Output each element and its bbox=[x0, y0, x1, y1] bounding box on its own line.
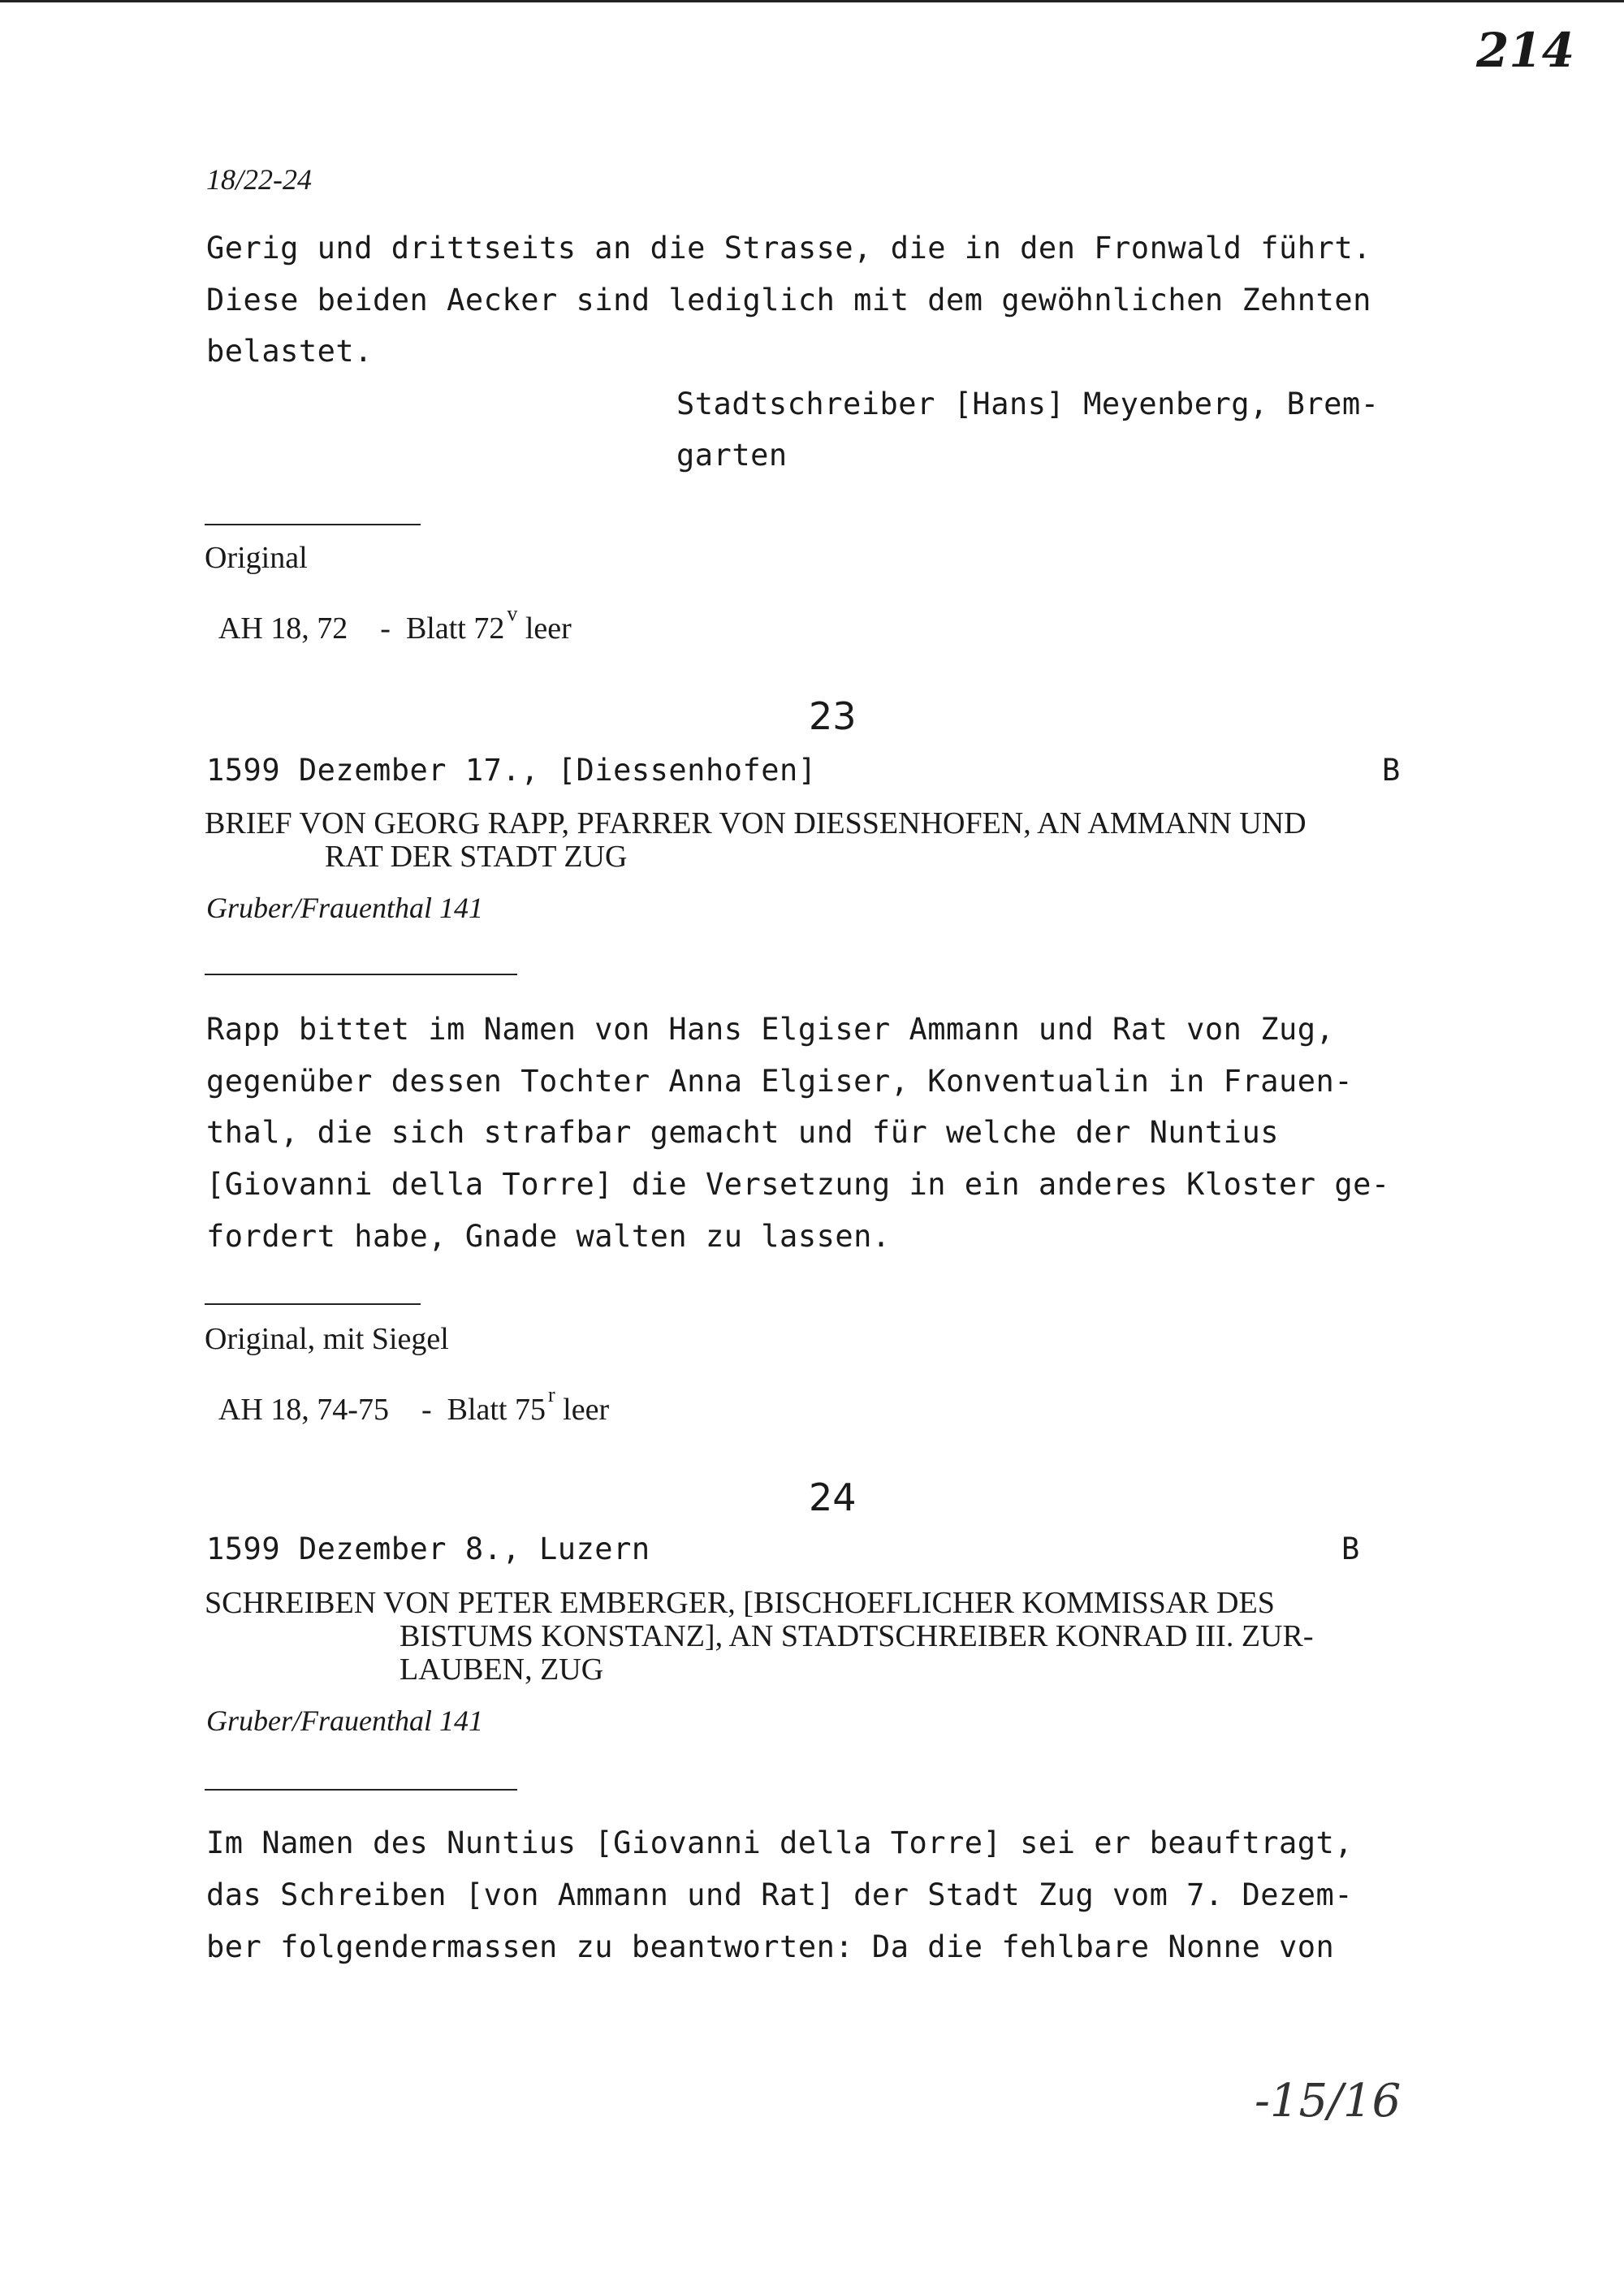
document-range-ref: 18/22-24 bbox=[206, 163, 312, 196]
doc23-citation: Gruber/Frauenthal 141 bbox=[206, 892, 483, 924]
handwritten-page-number: 214 bbox=[1476, 23, 1575, 78]
doc24-summary-line-1: Im Namen des Nuntius [Giovanni della Torre] sei er beauftragt, bbox=[206, 1825, 1354, 1860]
doc23-blatt-label: - Blatt 75 bbox=[421, 1393, 546, 1427]
doc24-citation: Gruber/Frauenthal 141 bbox=[206, 1704, 483, 1737]
source-type: Original bbox=[205, 541, 308, 575]
prev-doc-line-3: belastet. bbox=[206, 334, 373, 369]
doc23-source-ref: AH 18, 74-75 bbox=[218, 1393, 389, 1427]
doc24-number: 24 bbox=[809, 1475, 857, 1519]
prev-doc-line-1: Gerig und drittseits an die Strasse, die in den Fronwald führt. bbox=[206, 231, 1371, 266]
doc23-source-ref-line bbox=[205, 1356, 609, 1428]
signature-line-1: Stadtschreiber [Hans] Meyenberg, Brem- bbox=[676, 387, 1380, 421]
doc23-summary-line-1: Rapp bittet im Namen von Hans Elgiser Ammann und Rat von Zug, bbox=[206, 1012, 1335, 1047]
doc23-number: 23 bbox=[809, 694, 857, 738]
footnote-rule bbox=[205, 524, 421, 525]
doc23-summary-line-4: [Giovanni della Torre] die Versetzung in ein anderes Kloster ge- bbox=[206, 1167, 1390, 1202]
doc23-blatt-superscript: r bbox=[548, 1383, 555, 1406]
handwritten-footer: -15/16 bbox=[1255, 2075, 1402, 2128]
doc23-mark: B bbox=[1382, 753, 1401, 788]
doc23-summary-line-5: fordert habe, Gnade walten zu lassen. bbox=[206, 1219, 891, 1254]
doc24-rule bbox=[205, 1789, 517, 1791]
doc23-summary-line-2: gegenüber dessen Tochter Anna Elgiser, Konventualin in Frauen- bbox=[206, 1064, 1354, 1099]
source-ref: AH 18, 72 bbox=[218, 611, 348, 646]
blatt-superscript: v bbox=[507, 602, 518, 625]
doc23-footnote-rule bbox=[205, 1303, 421, 1305]
doc23-rule bbox=[205, 974, 517, 975]
doc23-title-line-2: RAT DER STADT ZUG bbox=[325, 840, 628, 874]
doc23-date-place: 1599 Dezember 17., [Diessenhofen] bbox=[206, 753, 817, 788]
doc24-mark: B bbox=[1341, 1531, 1360, 1566]
doc23-summary-line-3: thal, die sich strafbar gemacht und für welche der Nuntius bbox=[206, 1115, 1280, 1150]
doc23-title-line-1: BRIEF VON GEORG RAPP, PFARRER VON DIESSENHOFEN, AN AMMANN UND bbox=[205, 806, 1307, 840]
prev-doc-line-2: Diese beiden Aecker sind lediglich mit dem gewöhnlichen Zehnten bbox=[206, 283, 1371, 318]
doc24-summary-line-3: ber folgendermassen zu beantworten: Da die fehlbare Nonne von bbox=[206, 1929, 1335, 1964]
doc24-title-line-1: SCHREIBEN VON PETER EMBERGER, [BISCHOEFLICHER KOMMISSAR DES bbox=[205, 1586, 1275, 1620]
blatt-label: - Blatt 72 bbox=[380, 611, 505, 646]
doc23-source-type: Original, mit Siegel bbox=[205, 1322, 449, 1356]
doc24-date-place: 1599 Dezember 8., Luzern bbox=[206, 1531, 650, 1566]
doc24-title-line-3: LAUBEN, ZUG bbox=[400, 1652, 604, 1687]
doc23-blatt-rest: leer bbox=[563, 1393, 610, 1427]
source-ref-line bbox=[205, 575, 572, 646]
doc24-title-line-2: BISTUMS KONSTANZ], AN STADTSCHREIBER KONRAD III. ZUR- bbox=[400, 1619, 1314, 1653]
signature-line-2: garten bbox=[676, 438, 788, 473]
blatt-rest: leer bbox=[525, 611, 572, 646]
doc24-summary-line-2: das Schreiben [von Ammann und Rat] der Stadt Zug vom 7. Dezem- bbox=[206, 1877, 1354, 1912]
